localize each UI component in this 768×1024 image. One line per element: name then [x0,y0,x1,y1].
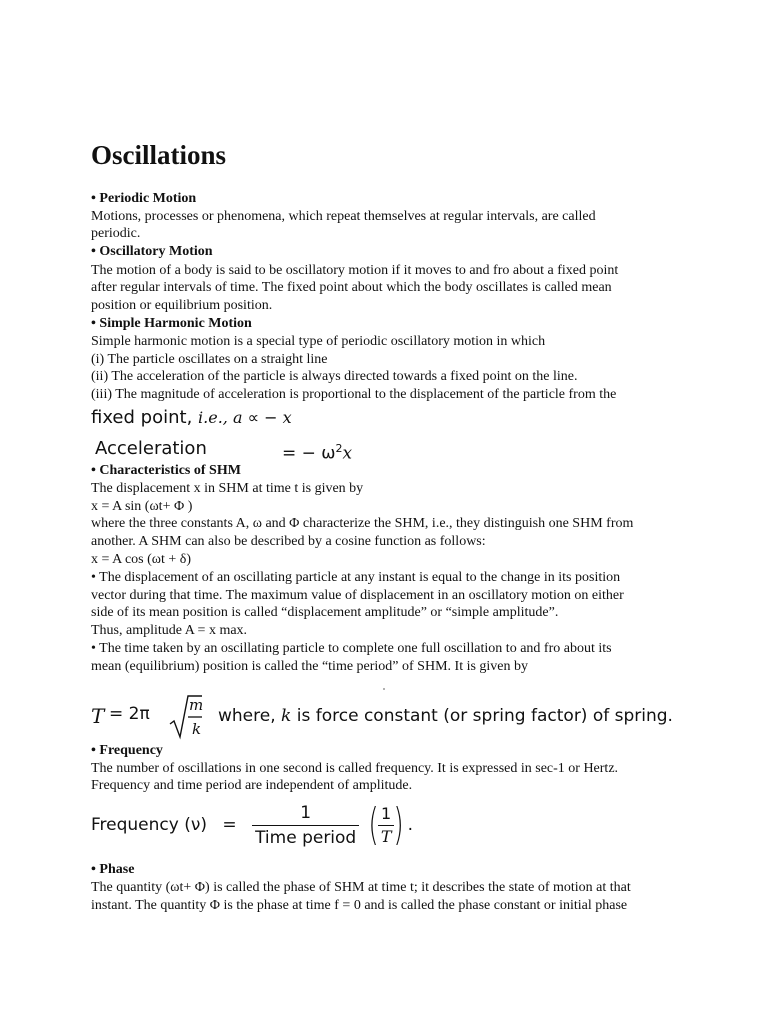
text-line: instant. The quantity Φ is the phase at time f = 0 and is called the phase constant or initial phase [91,898,628,913]
text-line: another. A SHM can also be described by a cosine function as follows: [91,534,486,549]
equation-proportionality [91,405,292,431]
equation-variable: T [91,704,105,728]
heading-periodic-motion: • Periodic Motion [91,191,197,206]
equation-text: where, [218,706,282,726]
equation-equals: = [222,815,237,835]
equation-acceleration-label: Acceleration [95,438,207,459]
text-line: The motion of a body is said to be oscillatory motion if it moves to and fro about a fixed point [91,263,619,278]
text-line: after regular intervals of time. The fixed point about which the body oscillates is called mean [91,280,612,295]
text-line: side of its mean position is called “displacement amplitude” or “simple amplitude”. [91,605,559,620]
equation-exponent: 2 [335,442,343,455]
text-line: (i) The particle oscillates on a straight line [91,352,328,367]
equation-variable: k [281,706,292,726]
page-title: Oscillations [91,140,227,170]
equation-denominator: T [380,826,392,846]
text-line: The quantity (ωt+ Φ) is called the phase of SHM at time t; it describes the state of motion at that [91,880,631,895]
text-line: The displacement x in SHM at time t is given by [91,481,364,496]
right-paren: ) [393,799,405,850]
heading-characteristics-of-shm: • Characteristics of SHM [91,463,241,478]
text-line: position or equilibrium position. [91,298,273,313]
text-line: (ii) The acceleration of the particle is always directed towards a fixed point on the line. [91,369,578,384]
text-line: (iii) The magnitude of acceleration is proportional to the displacement of the particle from the [91,387,617,402]
text-line: • The displacement of an oscillating particle at any instant is equal to the change in its position [91,570,621,585]
equation-text: = − ω [282,443,336,464]
text-line: x = A sin (ωt+ Φ ) [91,499,193,514]
text-line: where the three constants A, ω and Φ characterize the SHM, i.e., they distinguish one SHM from [91,516,634,531]
equation-text: ∝ − [242,408,283,427]
text-line: • The time taken by an oscillating particle to complete one full oscillation to and fro about its [91,641,612,656]
text-line: Thus, amplitude A = x max. [91,623,248,638]
equation-numerator: m [189,696,204,714]
equation-period: . [407,815,414,835]
equation-variable: x [282,408,292,427]
equation-label: Frequency (ν) [91,815,207,835]
scan-speck [383,688,385,690]
equation-text: = 2π [109,704,150,724]
equation-acceleration-rhs [282,436,352,467]
text-line: periodic. [91,226,141,241]
equation-description [218,706,673,726]
text-line: The number of oscillations in one second is called frequency. It is expressed in sec-1 or Hertz. [91,761,619,776]
heading-frequency: • Frequency [91,743,163,758]
left-paren: ( [368,799,379,850]
text-line: x = A cos (ωt + δ) [91,552,192,567]
equation-frequency [91,800,413,852]
equation-text: is force constant (or spring factor) of spring. [291,706,673,726]
text-line: mean (equilibrium) position is called the “time period” of SHM. It is given by [91,659,529,674]
equation-denominator: Time period [255,827,357,848]
text-line: Motions, processes or phenomena, which repeat themselves at regular intervals, are called [91,209,596,224]
equation-text: fixed point, [91,407,199,428]
text-line: Simple harmonic motion is a special type of periodic oscillatory motion in which [91,334,546,349]
equation-numerator: 1 [378,803,395,826]
equation-fraction [252,801,359,850]
equation-inverse-fraction [378,803,395,848]
equation-numerator: 1 [252,801,359,826]
text-line: Frequency and time period are independent of amplitude. [91,778,413,793]
text-line: vector during that time. The maximum value of displacement in an oscillatory motion on either [91,588,624,603]
heading-simple-harmonic-motion: • Simple Harmonic Motion [91,316,252,331]
heading-phase: • Phase [91,862,135,877]
equation-variable: x [342,443,353,464]
heading-oscillatory-motion: • Oscillatory Motion [91,244,213,259]
equation-text: i.e., a [198,408,243,427]
equation-denominator: k [192,720,202,738]
